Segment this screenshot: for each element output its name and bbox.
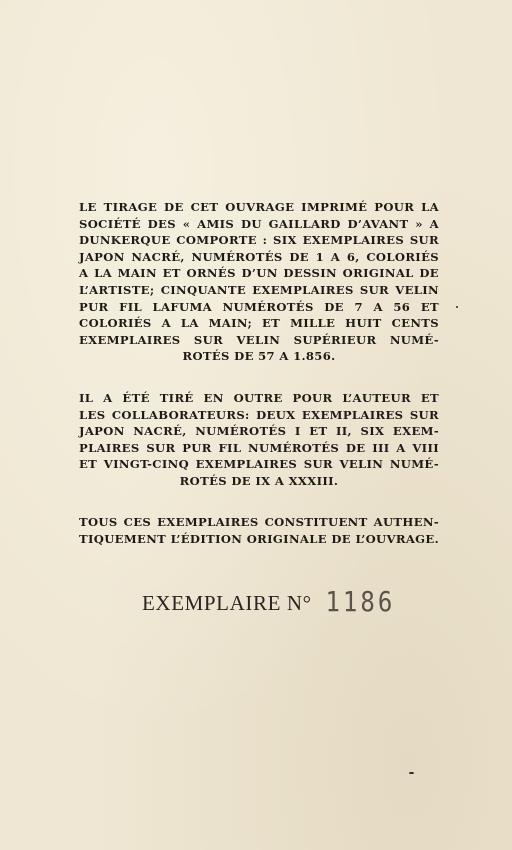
paper-speck <box>456 306 458 308</box>
text-line: COLORIÉS A LA MAIN; ET MILLE HUIT CENTS <box>79 316 439 331</box>
text-line: LE TIRAGE DE CET OUVRAGE IMPRIMÉ POUR LA <box>79 200 439 214</box>
text-line: JAPON NACRÉ, NUMÉROTÉS I ET II, SIX EXEM- <box>79 424 439 439</box>
text-line: EXEMPLAIRES SUR VELIN SUPÉRIEUR NUMÉ- <box>79 332 439 347</box>
copy-number-label: EXEMPLAIRE <box>142 591 281 615</box>
copy-number-symbol: N° <box>286 591 312 615</box>
text-line: TOUS CES EXEMPLAIRES CONSTITUENT AUTHEN- <box>79 515 439 529</box>
text-line: PLAIRES SUR PUR FIL NUMÉROTÉS DE III A VIII <box>79 440 439 455</box>
text-line: LES COLLABORATEURS: DEUX EXEMPLAIRES SUR <box>79 407 439 422</box>
text-line: L’ARTISTE; CINQUANTE EXEMPLAIRES SUR VELIN <box>79 282 439 297</box>
text-line: ET VINGT-CINQ EXEMPLAIRES SUR VELIN NUMÉ- <box>79 457 439 472</box>
copy-number-stamp: 1186 <box>325 585 396 619</box>
text-line: A LA MAIN ET ORNÉS D’UN DESSIN ORIGINAL DE <box>79 266 439 281</box>
text-line: DUNKERQUE COMPORTE : SIX EXEMPLAIRES SUR <box>79 233 439 248</box>
text-line: IL A ÉTÉ TIRÉ EN OUTRE POUR L’AUTEUR ET <box>79 391 439 405</box>
author-copies-paragraph <box>79 390 439 490</box>
text-line: ROTÉS DE 57 A 1.856. <box>182 349 336 364</box>
copy-number <box>142 585 396 619</box>
text-line: JAPON NACRÉ, NUMÉROTÉS DE 1 A 6, COLORIÉS <box>79 249 439 264</box>
paper-speck <box>409 772 414 774</box>
text-line: TIQUEMENT L’ÉDITION ORIGINALE DE L’OUVRAGE. <box>79 531 439 546</box>
text-line: SOCIÉTÉ DES « AMIS DU GAILLARD D’AVANT » A <box>79 216 439 231</box>
print-run-paragraph <box>79 199 439 365</box>
text-line: ROTÉS DE IX A XXXIII. <box>179 473 339 488</box>
original-edition-paragraph <box>79 514 439 547</box>
text-line: PUR FIL LAFUMA NUMÉROTÉS DE 7 A 56 ET <box>79 299 439 314</box>
